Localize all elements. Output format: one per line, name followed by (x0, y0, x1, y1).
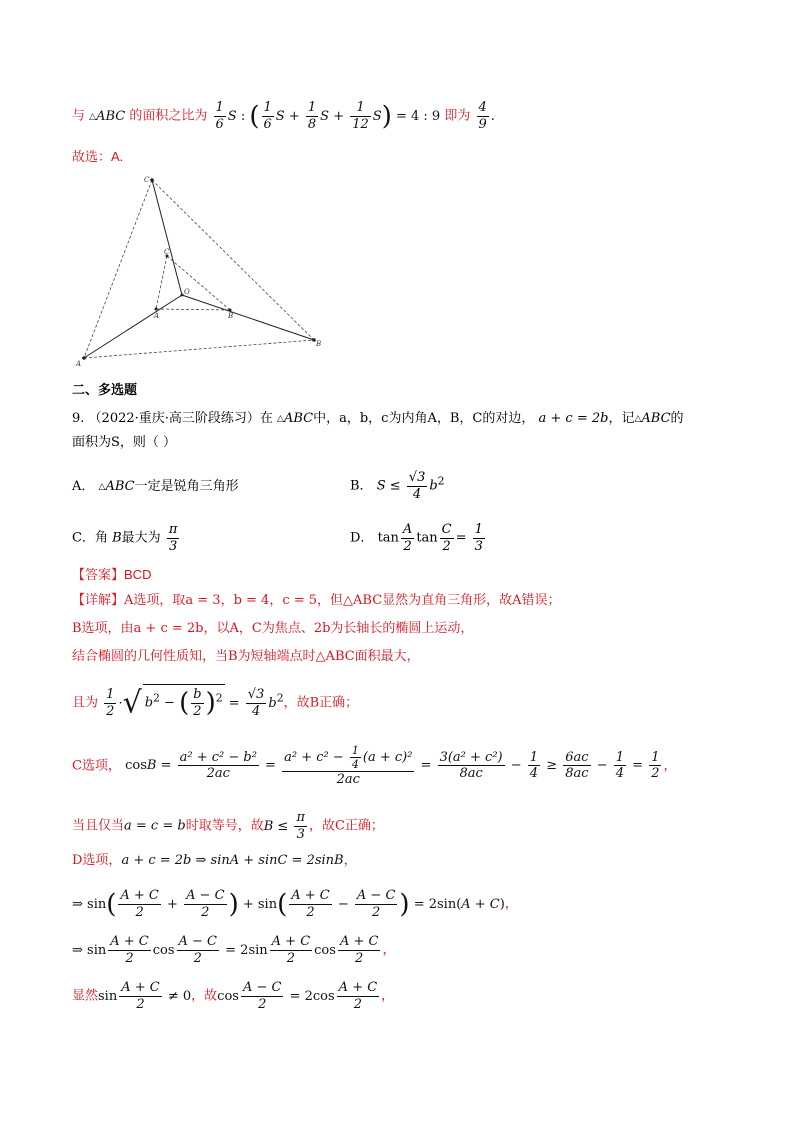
label-a1: A (76, 360, 82, 368)
detail-d-3: ⇒ sin $\frac{A + C}{2}$ cos $\frac{A - C}{2}$ = 2sin $\frac{A + C}{2}$ cos $\frac{A + C}{2}$ ， (72, 934, 396, 966)
label-a: A (154, 312, 160, 320)
q9-stem-1: 中，a，b，c为内角A，B，C的对边， (313, 411, 535, 426)
detail-c-tail: ， (663, 758, 677, 774)
q9-stem-line2: 面积为S，则（ ） (72, 435, 177, 450)
detail-d-1-math: a + c = 2b ⇒ sinA + sinC = 2sinB (121, 853, 344, 868)
detail-d-4-mid: ，故 (191, 988, 218, 1004)
detail-c-prefix: C选项， (72, 758, 121, 774)
label-c: C (164, 248, 170, 256)
triangle-diagram (72, 170, 332, 375)
label-c1: C (144, 176, 150, 184)
ratio-mid: 的面积之比为 (129, 108, 208, 124)
label-o: O (184, 288, 190, 296)
q9-option-b-label: B． (350, 478, 373, 494)
q9-option-b: B． S ≤ $\frac{√3}{4}$ $b^2$ (350, 470, 445, 502)
detail-d-2: ⇒ sin( $\frac{A + C}{2}$ + $\frac{A - C}{2}$ ) + sin( $\frac{A + C}{2}$ − $\frac{A - C}{2}$ ) = 2sin(A + C)， (72, 888, 518, 920)
ratio-tail: 即为 (444, 108, 471, 124)
detail-d-4: 显然sin $\frac{A + C}{2}$ ≠ 0，故cos $\frac{A - C}{2}$ = 2cos $\frac{A + C}{2}$ ， (72, 980, 395, 1012)
detail-eq-suffix1: 时取等号，故 (185, 818, 264, 834)
q9-option-c: C．角 B最大为 $\frac{\pi}{3}$ (72, 522, 178, 554)
q9-stem-2: ，记 (608, 411, 635, 426)
q9-option-c-text: 最大为 (121, 530, 161, 546)
detail-b-3-prefix: 且为 (72, 695, 99, 711)
detail-b-1: B选项，由a + c = 2b，以A，C为焦点、2b为长轴长的椭圆上运动， (72, 621, 474, 636)
detail-d-4-tail: ， (381, 988, 395, 1004)
detail-eq-prefix: 当且仅当 (72, 818, 125, 834)
q9-source: （2022·重庆·高三阶段练习）在 (88, 411, 273, 426)
ratio-prefix: 与 (72, 108, 86, 124)
q9-stem: 9. （2022·重庆·高三阶段练习）在 △ABC中，a，b，c为内角A，B，C的对边， a + c = 2b，记△ABC的 (72, 411, 684, 426)
detail-label: 【详解】 (72, 593, 125, 608)
q9-option-a-label: A． (72, 479, 95, 494)
detail-b-3: 且为 $\frac{1}{2}$ ·√ $b^2$ − ( $\frac{b}{2}$ )$^2$ = $\frac{√3}{4}$ $b^2$，故B正确； (72, 685, 359, 720)
detail-d-1 (72, 852, 357, 870)
ratio-line: 与 △ABC 的面积之比为 $\frac{1}{6}$ S : ( $\frac{1}{6}$ S + $\frac{1}{8}$ S + $\frac{1}{12}$ S) = 4 : 9 即为 $\frac{4}{9}$ . (72, 100, 495, 132)
detail-b-3-suffix: ，故B正确； (283, 695, 359, 711)
detail-d-4-prefix: 显然 (72, 988, 99, 1004)
answer-choice: 故选：A. (72, 149, 124, 164)
q9-option-d-label: D． (350, 530, 374, 546)
label-b1: B (316, 340, 322, 348)
q9-stem-3: 的 (670, 411, 684, 426)
section-title: 二、多选题 (72, 383, 138, 398)
q9-option-a-text: 一定是锐角三角形 (134, 479, 239, 494)
detail-d-1-prefix: D选项， (72, 853, 122, 868)
q9-option-c-label: C．角 (72, 530, 108, 546)
detail-c: C选项， cosB = $\frac{\text{a² + c² − b²}}{2ac}$ = a² + c² − $\frac{1}{4}$ (a + c)² 2ac = $\frac{\text{3(a² + c²)}}{8ac}$ − $\frac{1}{4}$ ≥ $\frac{6ac}{8ac}$ − $\frac{1}{4}$ = $\frac{1}{2}$ ， (72, 744, 677, 788)
detail-a (72, 592, 561, 610)
q9-condition: a + c = 2b (538, 411, 609, 426)
detail-eq: 当且仅当a = c = b时取等号，故B ≤ $\frac{\pi}{3}$ ，故C正确； (72, 810, 384, 842)
detail-d-1-tail: ， (343, 853, 357, 868)
answer-label: 【答案】 (72, 568, 125, 583)
detail-b-2: 结合椭圆的几何性质知，当B为短轴端点时△ABC面积最大， (72, 649, 420, 664)
detail-eq-mid: a = c = b (124, 818, 186, 834)
ratio-result: = 4 : 9 (395, 108, 441, 124)
detail-eq-suffix2: ，故C正确； (308, 818, 384, 834)
q9-number: 9. (72, 411, 85, 426)
answer-value: BCD (124, 567, 152, 582)
q9-option-d: D． tan $\frac{A}{2}$ tan $\frac{C}{2}$ = $\frac{1}{3}$ (350, 522, 483, 554)
answer-line (72, 566, 151, 585)
label-b: B (228, 312, 234, 320)
q9-option-a: A． △ABC一定是锐角三角形 (72, 479, 239, 494)
detail-a-text: A选项，取a = 3，b = 4，c = 5，但△ABC显然为直角三角形，故A错误； (124, 593, 561, 608)
